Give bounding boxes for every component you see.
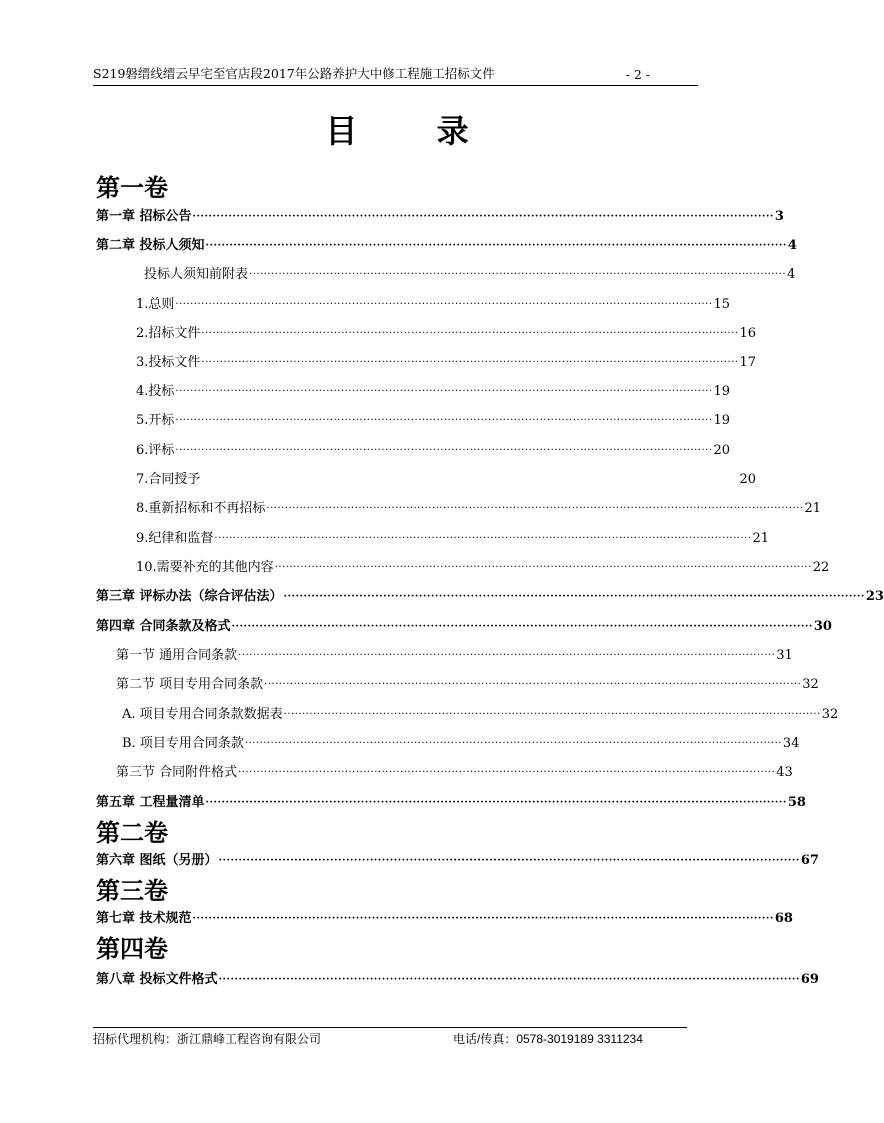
toc-entry-page: 22 xyxy=(812,560,830,575)
toc-entry[interactable] xyxy=(136,555,830,575)
toc-entry-label: 第一章 招标公告 xyxy=(96,209,192,224)
toc-entry-label: 第三章 评标办法（综合评估法） xyxy=(96,589,283,604)
toc-entry[interactable] xyxy=(96,204,784,224)
dot-leader: ·················································································································································· xyxy=(231,621,813,632)
toc-entry-page: 17 xyxy=(739,355,757,370)
toc-entry-page: 19 xyxy=(713,384,731,399)
toc-entry[interactable] xyxy=(116,760,793,780)
toc-entry-label: B. 项目专用合同条款 xyxy=(122,736,244,751)
dot-leader: ·················································································································································· xyxy=(218,974,800,985)
toc-entry-page: 32 xyxy=(802,677,819,692)
toc-entry-label: 2.招标文件 xyxy=(136,326,201,341)
toc-entry-label: 第一节 通用合同条款 xyxy=(116,648,238,663)
dot-leader: ·················································································································································· xyxy=(266,503,804,514)
toc-entry[interactable] xyxy=(136,526,770,546)
toc-entry[interactable] xyxy=(96,848,819,868)
toc-entry-label: 第五章 工程量清单 xyxy=(96,795,205,810)
toc-entry[interactable] xyxy=(136,496,822,516)
toc-entry-page: 67 xyxy=(800,853,819,868)
toc-entry[interactable] xyxy=(144,262,796,282)
toc-entry-label: 6.评标 xyxy=(136,443,175,458)
toc-entry[interactable] xyxy=(96,906,793,926)
dot-leader: ·················································································································································· xyxy=(201,328,739,339)
dot-leader: ·················································································································································· xyxy=(192,211,774,222)
toc-entry-label: 4.投标 xyxy=(136,384,175,399)
toc-entry-label: 7.合同授予 xyxy=(136,472,201,487)
toc-entry-label: 1.总则 xyxy=(136,297,175,312)
footer-agency: 招标代理机构：浙江鼎峰工程咨询有限公司 xyxy=(93,1032,322,1046)
page-footer xyxy=(93,1027,687,1047)
toc-entry-label: 第四章 合同条款及格式 xyxy=(96,619,231,634)
toc-entry[interactable] xyxy=(122,702,839,722)
header-page-number: - 2 - xyxy=(625,67,650,82)
toc-entry-page: 30 xyxy=(813,619,832,634)
toc-entry[interactable] xyxy=(136,292,731,312)
toc-entry-page: 21 xyxy=(752,531,770,546)
toc-entry[interactable] xyxy=(116,643,793,663)
toc-entry-label: 第二章 投标人须知 xyxy=(96,238,205,253)
dot-leader: ·················································································································································· xyxy=(205,240,787,251)
dot-leader: ·················································································································································· xyxy=(214,533,752,544)
dot-leader: ·················································································································································· xyxy=(264,679,802,690)
toc-entry-page: 31 xyxy=(776,648,793,663)
toc-entry[interactable] xyxy=(136,438,731,458)
toc-entry-page: 32 xyxy=(821,707,839,722)
toc-entry[interactable] xyxy=(96,790,806,810)
dot-leader: ·················································································································································· xyxy=(244,738,782,749)
toc-entry[interactable] xyxy=(136,379,731,399)
toc-entry-label: 5.开标 xyxy=(136,413,175,428)
toc-entry-label: 第二节 项目专用合同条款 xyxy=(116,677,264,692)
toc-entry-page: 69 xyxy=(800,972,819,987)
toc-entry[interactable] xyxy=(122,731,800,751)
toc-entry[interactable] xyxy=(96,614,832,634)
toc-entry-page: 20 xyxy=(713,443,731,458)
toc-entry-label: 第七章 技术规范 xyxy=(96,911,192,926)
toc-entry-label: 3.投标文件 xyxy=(136,355,201,370)
toc-entry-page: 15 xyxy=(713,297,731,312)
dot-leader: ·················································································································································· xyxy=(192,913,774,924)
toc-entry-label: 9.纪律和监督 xyxy=(136,531,214,546)
toc-entry-page: 21 xyxy=(804,501,822,516)
volume-heading-2: 第二卷 xyxy=(96,818,168,847)
toc-entry-page: 4 xyxy=(787,238,797,253)
dot-leader: ·················································································································································· xyxy=(175,415,713,426)
dot-leader: ·················································································································································· xyxy=(249,269,787,280)
toc-entry-label: 第八章 投标文件格式 xyxy=(96,972,218,987)
toc-entry[interactable] xyxy=(136,408,731,428)
volume-heading-4: 第四卷 xyxy=(96,934,168,963)
dot-leader: ·················································································································································· xyxy=(175,445,713,456)
dot-leader: ·················································································································································· xyxy=(201,357,739,368)
dot-leader: ·················································································································································· xyxy=(205,797,787,808)
toc-entry-page: 34 xyxy=(782,736,800,751)
toc-entry-label: 投标人须知前附表 xyxy=(144,267,249,282)
toc-entry[interactable] xyxy=(136,350,757,370)
toc-entry[interactable] xyxy=(136,321,757,341)
toc-entry-label: 第六章 图纸（另册） xyxy=(96,853,218,868)
toc-entry-page: 58 xyxy=(787,795,806,810)
dot-leader: ·················································································································································· xyxy=(238,767,776,778)
toc-entry-label: 第三节 合同附件格式 xyxy=(116,765,238,780)
toc-entry-page: 3 xyxy=(774,209,784,224)
page-header xyxy=(93,64,698,86)
dot-leader: ·················································································································································· xyxy=(175,299,713,310)
dot-leader: ·················································································································································· xyxy=(175,386,713,397)
toc-entry-page: 16 xyxy=(739,326,757,341)
toc-entry[interactable] xyxy=(96,584,884,604)
toc-entry[interactable] xyxy=(96,233,797,253)
toc-entry[interactable] xyxy=(116,672,819,692)
toc-entry-page: 19 xyxy=(713,413,731,428)
toc-entry-page: 43 xyxy=(776,765,793,780)
volume-heading-3: 第三卷 xyxy=(96,876,168,905)
toc-entry-page: 68 xyxy=(774,911,793,926)
toc-entry-label: 10.需要补充的其他内容 xyxy=(136,560,274,575)
toc-entry-page: 20 xyxy=(739,472,757,487)
toc-title: 目 录 xyxy=(325,112,503,150)
toc-entry-page: 23 xyxy=(865,589,884,604)
dot-leader: ·················································································································································· xyxy=(218,855,800,866)
header-doc-title: S219磐缙线缙云早宅至官店段2017年公路养护大中修工程施工招标文件 xyxy=(93,66,495,81)
footer-contact: 电话/传真：0578-3019189 3311234 xyxy=(453,1032,643,1046)
toc-entry-page: 4 xyxy=(787,267,796,282)
toc-entry-label: A. 项目专用合同条款数据表 xyxy=(122,707,283,722)
volume-heading-1: 第一卷 xyxy=(96,173,168,202)
toc-entry[interactable] xyxy=(136,467,757,487)
dot-leader: ·················································································································································· xyxy=(283,591,865,602)
toc-entry-label: 8.重新招标和不再招标 xyxy=(136,501,266,516)
dot-leader: ·················································································································································· xyxy=(238,650,776,661)
toc-entry[interactable] xyxy=(96,967,819,987)
dot-leader: ·················································································································································· xyxy=(283,709,821,720)
dot-leader: ·················································································································································· xyxy=(274,562,812,573)
